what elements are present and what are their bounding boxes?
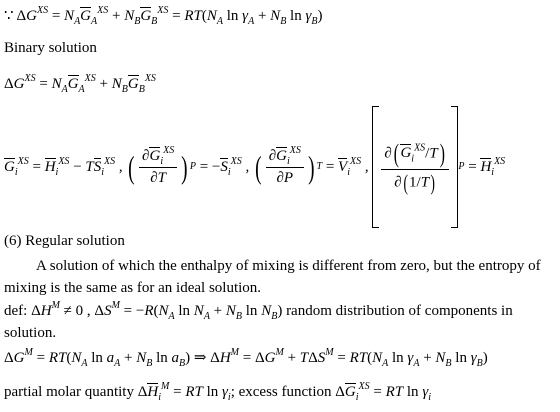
binary-heading: Binary solution	[4, 40, 97, 56]
partial-molar-label: partial molar quantity	[4, 384, 134, 400]
equation-binary: $\Delta G^{XS} = N_AG_A^{XS} + N_BG_B^{XS}$	[4, 73, 156, 95]
def-label: def:	[4, 303, 28, 319]
equation-excess-gibbs: ∵ $\Delta G^{XS} = N_AG_A^{XS} + N_BG_B^{XS} = RT(N_A$ $\ln \gamma_A + N_B$ $\ln \gamma_B$)	[4, 5, 323, 27]
excess-function-label: ; excess function	[230, 384, 332, 400]
random-distribution-text: random distribution of components in solution.	[4, 303, 513, 341]
equation-regular-mixing: $\Delta G^M = RT(N_A$ $\ln a_A + N_B$ $\ln a_B$) ⇒ $\Delta H^M = \Delta G^M + T\Delta S^M = RT(N_A$ $\ln \gamma_A + N_B$ $\ln \gamma_B$)	[4, 347, 488, 369]
definition-line: def: $\Delta H^M \ne 0$ , $\Delta S^M = -R(N_A$ $\ln N_A + N_B$ $\ln N_B$) random distribution of components in solution.	[4, 300, 513, 341]
regular-heading: (6) Regular solution	[4, 233, 125, 249]
partial-molar-line: partial molar quantity $\Delta H_i^M$ = RT $\ln \gamma_i$; excess function $\Delta G_i^{XS}$ = RT $\ln \gamma_i$	[4, 381, 432, 403]
equation-partial-derivatives: $G_i^{XS} = H_i^{XS} - TS_i^{XS}$ , ( $\frac{\partial G_i^{XS}}{\partial T}$ ) P = $-S_i^{XS}$ , ( $\frac{\partial G_i^{XS}}{\partial P}$ ) T = $V_i^{XS}$ , $\frac{\partial( G_i^{XS}/T)}{\partial(1/T)}$ P = $H_i^{XS}$	[4, 112, 505, 222]
regular-description: A solution of which the enthalpy of mixing is different from zero, but the entropy of mixing is the same as for an ideal solution.	[4, 258, 541, 296]
